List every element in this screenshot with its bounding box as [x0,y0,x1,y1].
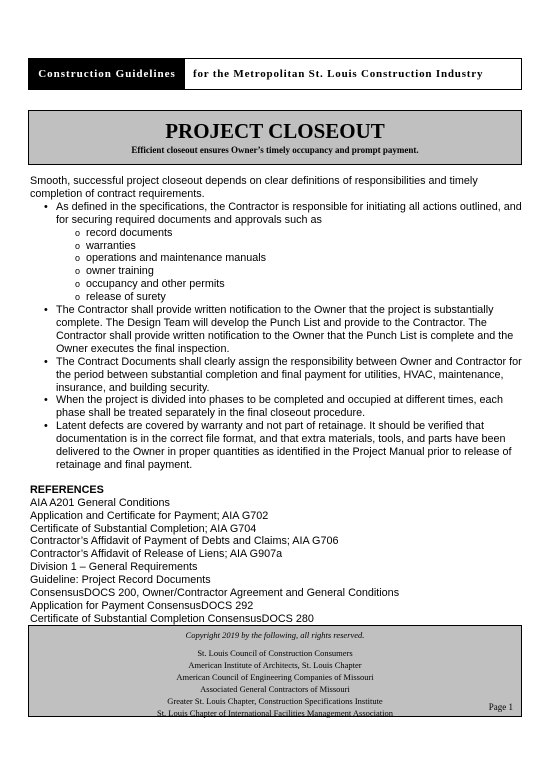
sub-item: o record documents [56,227,522,240]
org-line: St. Louis Chapter of International Facilities Management Association [156,708,394,718]
sub-item: o release of surety [56,291,522,304]
org-line: St. Louis Council of Construction Consumers [197,648,353,658]
page-title: PROJECT CLOSEOUT [165,119,385,143]
reference-item: Division 1 – General Requirements [30,561,198,574]
title-box [28,110,522,165]
references-list [30,497,522,626]
sub-item: o warranties [56,240,522,253]
bullet-item: • Latent defects are covered by warranty and not part of retainage. It should be verified that documentation is in the correct file format, and that extra materials, tools, and parts have been delivered to the Owner in proper quantities as identified in the Project Manual prior to release of retainage and final payment. [30,420,522,472]
header-banner [28,58,522,90]
bullet-text: As defined in the specifications, the Contractor is responsible for initiating all actions outlined, and for securing required documents and approvals such as [56,200,522,226]
reference-item: Certificate of Substantial Completion; AIA G704 [30,522,257,535]
reference-item: Application and Certificate for Payment; AIA G702 [30,509,269,522]
reference-item: ConsensusDOCS 200, Owner/Contractor Agreement and General Conditions [30,587,400,600]
sub-list [56,227,522,304]
bullet-list [30,201,522,472]
bullet-item: • The Contractor shall provide written notification to the Owner that the project is substantially complete. The Design Team will develop the Punch List and provide to the Contractor. The Contractor shall provide written notification to the Owner that the Punch List is complete and the Owner executes the final inspection. [30,304,522,356]
reference-item: Contractor’s Affidavit of Release of Liens; AIA G907a [30,548,283,561]
reference-item: Certificate of Substantial Completion ConsensusDOCS 280 [30,612,314,625]
sub-item: o operations and maintenance manuals [56,252,522,265]
footer-box [28,625,522,717]
header-subtitle: for the Metropolitan St. Louis Construction Industry [193,68,484,80]
references-heading: REFERENCES [30,483,104,496]
reference-item: Guideline: Project Record Documents [30,574,211,587]
org-line: Associated General Contractors of Missouri [200,684,350,694]
bullet-item: • The Contract Documents shall clearly assign the responsibility between Owner and Contractor for the period between substantial completion and final payment for utilities, HVAC, maintenance, insurance, and building security. [30,356,522,395]
sub-item: o owner training [56,265,522,278]
sub-item: o occupancy and other permits [56,278,522,291]
intro-paragraph: Smooth, successful project closeout depends on clear definitions of responsibilities and timely completion of contract requirements. [30,175,478,200]
page-number: Page 1 [488,702,513,712]
org-line: American Council of Engineering Companies of Missouri [176,672,374,682]
bullet-item: • When the project is divided into phases to be completed and occupied at different times, each phase shall be treated separately in the final closeout procedure. [30,394,522,420]
copyright-notice: Copyright 2019 by the following, all rights reserved. [185,630,365,640]
header-series-label: Construction Guidelines [29,59,185,89]
bullet-item [30,201,522,304]
document-body [30,175,522,626]
reference-item: AIA A201 General Conditions [30,496,170,509]
org-line: American Institute of Architects, St. Louis Chapter [188,660,362,670]
org-line: Greater St. Louis Chapter, Construction Specifications Institute [167,696,383,706]
page-subtitle: Efficient closeout ensures Owner’s timely occupancy and prompt payment. [131,145,419,155]
reference-item: Contractor’s Affidavit of Payment of Debts and Claims; AIA G706 [30,535,339,548]
reference-item: Application for Payment ConsensusDOCS 292 [30,600,254,612]
